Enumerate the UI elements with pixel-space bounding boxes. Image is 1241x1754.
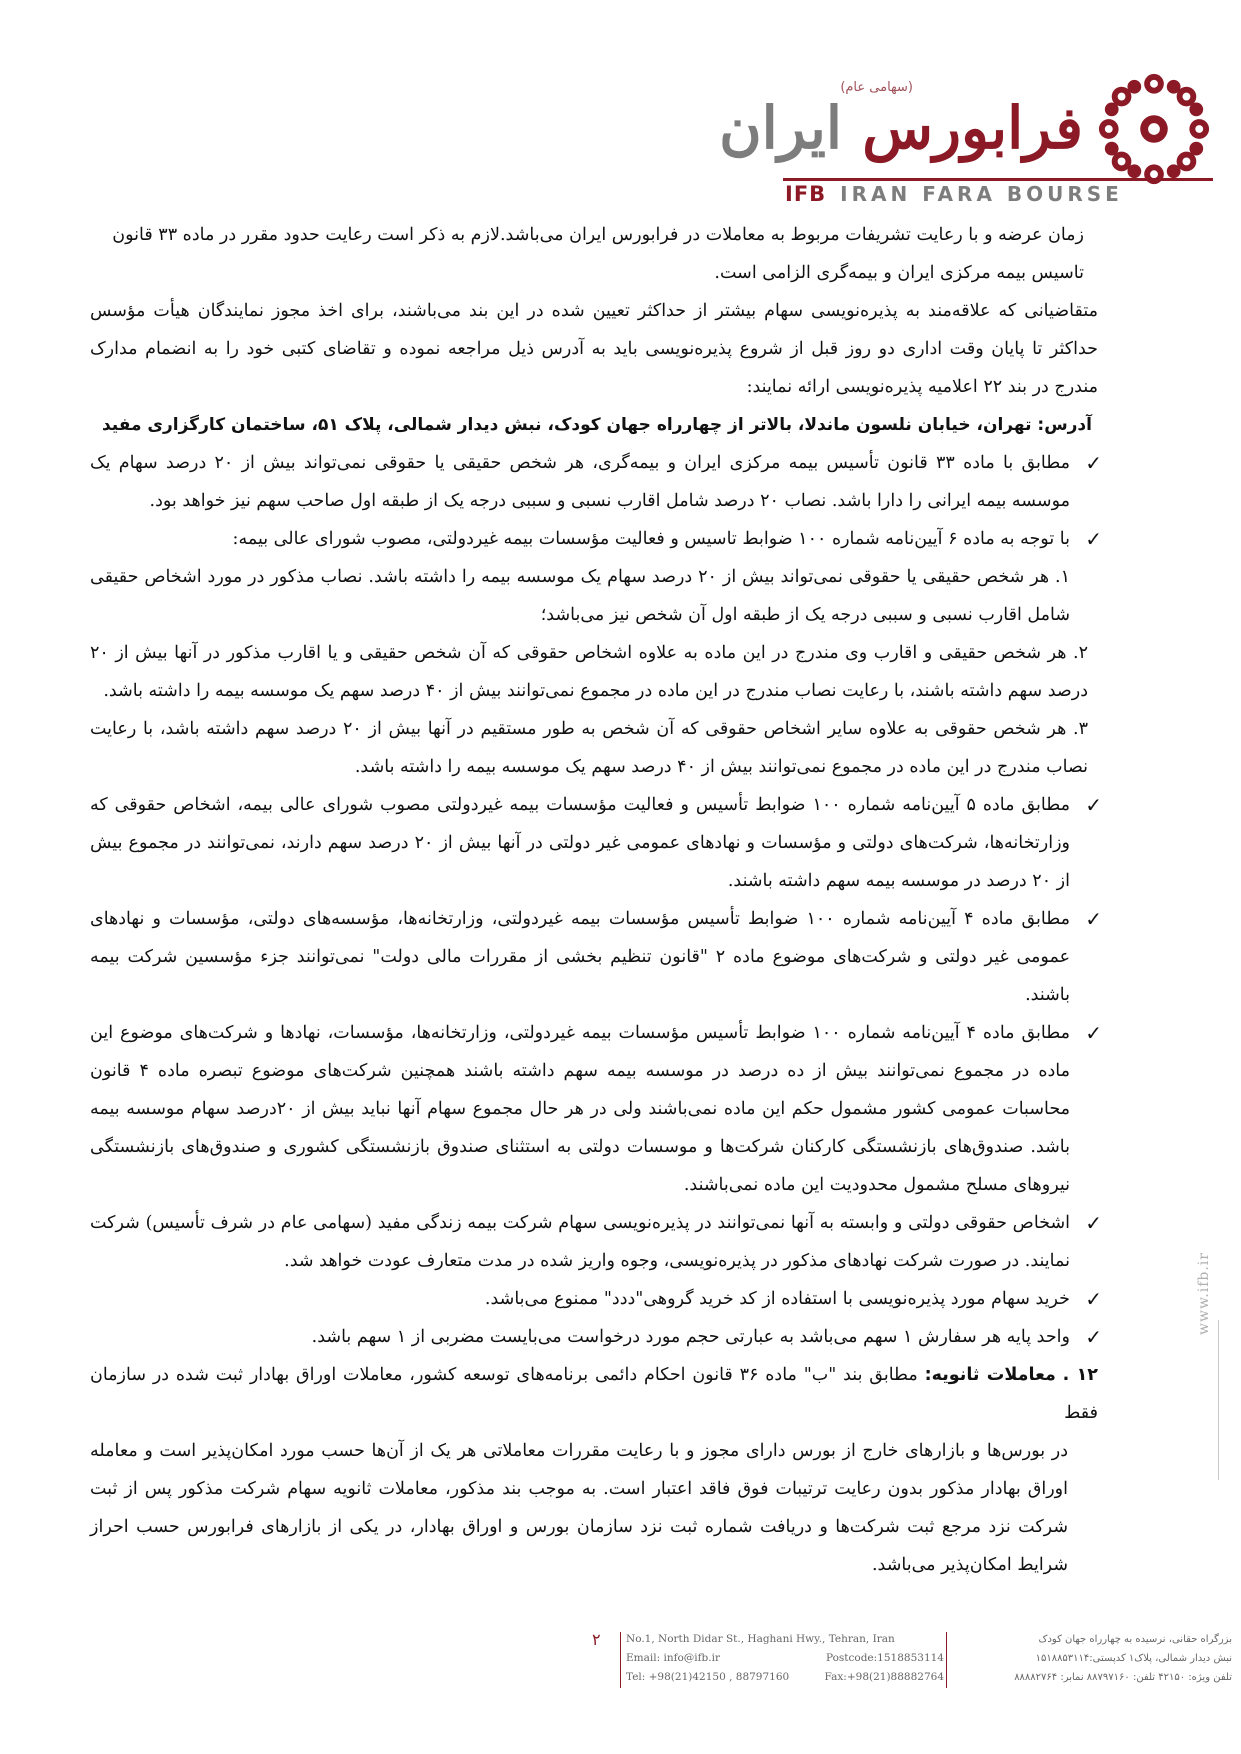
address-line: آدرس: تهران، خیابان نلسون ماندلا، بالاتر از چهارراه جهان کودک، نبش دیدار شمالی، پلاک ۵۱، ساختمان کارگزاری مفید [101, 415, 1092, 435]
side-website-url: www.ifb.ir [1196, 1252, 1212, 1335]
section-12 [90, 1356, 1098, 1432]
list-item [90, 1204, 1102, 1280]
paragraph-continuation [90, 216, 1084, 292]
checkmark-icon: ✓ [1085, 1325, 1102, 1349]
company-logo [719, 62, 1213, 206]
list-item-text: واحد پایه هر سفارش ۱ سهم می‌باشد به عبارتی حجم مورد درخواست می‌بایست مضربی از ۱ سهم باشد. [311, 1327, 1070, 1347]
logo-subtitle: (سهامی عام) [840, 80, 913, 95]
list-item-text: مطابق ماده ۴ آیین‌نامه شماره ۱۰۰ ضوابط تأسیس مؤسسات بیمه غیردولتی، وزارتخانه‌ها، مؤسسه‌های دولتی، مؤسسات و نهادهای عمومی غیر دولتی و شرکت‌های موضوع ماده ۲ "قانون تنظیم بخشی از مقررات مالی دولت" نمی‌توانند جزء مؤسسین شرکت بیمه باشند. [90, 909, 1071, 1005]
page-footer [0, 1630, 1241, 1690]
footer-email: Email: info@ifb.ir [626, 1652, 720, 1664]
checkmark-icon: ✓ [1085, 793, 1102, 817]
list-item-text: با توجه به ماده ۶ آیین‌نامه شماره ۱۰۰ ضوابط تاسیس و فعالیت مؤسسات بیمه غیردولتی، مصوب شورای عالی بیمه: [232, 529, 1070, 549]
footer-phone-fa: تلفن ویژه: ۴۲۱۵۰ تلفن: ۸۸۷۹۷۱۶۰ نمابر: ۸۸۸۸۲۷۶۴ [1014, 1672, 1232, 1683]
checkmark-icon: ✓ [1085, 1287, 1102, 1311]
numbered-item-3: ۳. هر شخص حقوقی به علاوه سایر اشخاص حقوقی که آن شخص به طور مستقیم در آنها بیش از ۲۰ درصد سهم داشته باشد، با رعایت نصاب مندرج در این ماده در مجموع نمی‌توانند بیش از ۴۰ درصد سهم یک موسسه بیمه را داشته باشد. [90, 719, 1088, 777]
checkmark-icon: ✓ [1085, 1021, 1102, 1045]
footer-address-en: No.1, North Didar St., Haghani Hwy., Tehran, Iran [626, 1633, 895, 1645]
logo-english-bar [783, 178, 1213, 207]
list-item [90, 520, 1102, 558]
footer-postcode-fa: نبش دیدار شمالی، پلاک۱ کدپستی:۱۵۱۸۸۵۳۱۱۴ [1035, 1653, 1232, 1664]
logo-persian-text [719, 94, 1083, 162]
checkmark-icon: ✓ [1085, 527, 1102, 551]
logo-fara-text: فرابورس [862, 94, 1083, 162]
logo-iran-text: ایران [719, 94, 843, 162]
list-item [90, 444, 1102, 520]
logo-ifb-text: IFB [785, 182, 827, 206]
footer-divider [946, 1632, 947, 1688]
section-text: مطابق بند "ب" ماده ۳۶ قانون احکام دائمی برنامه‌های توسعه کشور، معاملات اوراق بهادار ثبت شده در سازمان فقط [90, 1365, 1098, 1423]
footer-postcode: Postcode:1518853114 [825, 1652, 944, 1664]
list-item [90, 900, 1102, 1014]
list-item-text: مطابق ماده ۵ آیین‌نامه شماره ۱۰۰ ضوابط تأسیس و فعالیت مؤسسات بیمه غیردولتی مصوب شورای عالی بیمه، اشخاص حقوقی که وزارتخانه‌ها، شرکت‌های دولتی و مؤسسات و نهادهای عمومی غیر دولتی در آنها بیش از ۲۰ درصد سهم دارند، نمی‌توانند در مجموع بیش از ۲۰ درصد در موسسه بیمه سهم داشته باشند. [90, 795, 1070, 891]
footer-divider [620, 1632, 621, 1688]
list-item-text: مطابق ماده ۴ آیین‌نامه شماره ۱۰۰ ضوابط تأسیس مؤسسات بیمه غیردولتی، وزارتخانه‌ها، مؤسسات، نهادها و شرکت‌های موضوع این ماده در مجموع نمی‌توانند بیش از ده درصد در موسسه بیمه سهم داشته باشند همچنین شرکت‌های موضوع تبصره ماده ۴ قانون محاسبات عمومی کشور مشمول حکم این ماده نمی‌باشند ولی در هر حال مجموع سهام آنها نباید بیش از ۲۰درصد سهام موسسه بیمه باشد. صندوق‌های بازنشستگی کارکنان شرکت‌ها و موسسات دولتی به استثنای صندوق بازنشستگی کشوری و صندوق‌های بازنشستگی نیروهای مسلح مشمول محدودیت این ماده نمی‌باشند. [90, 1023, 1070, 1195]
numbered-item-1: ۱. هر شخص حقیقی یا حقوقی نمی‌تواند بیش از ۲۰ درصد سهام یک موسسه بیمه را داشته باشد. نصاب مذکور در مورد اشخاص حقیقی شامل اقارب نسبی و سببی درجه یک از طبقه اول آن شخص نیز می‌باشد؛ [90, 567, 1070, 625]
side-divider [1218, 1320, 1219, 1480]
paragraph-applicants: متقاضیانی که علاقه‌مند به پذیره‌نویسی سهام بیشتر از حداکثر تعیین شده در این بند می‌باشند، برای اخذ مجوز نمایندگان هیأت مؤسس حداکثر تا پایان وقت اداری دو روز قبل از شروع پذیره‌نویسی باید به آدرس ذیل مراجعه نموده و تقاضای کتبی خود را به انضمام مدارک مندرج در بند ۲۲ اعلامیه پذیره‌نویسی ارائه نمایند: [90, 301, 1098, 397]
section-12-text: در بورس‌ها و بازارهای خارج از بورس دارای مجوز و با رعایت مقررات معاملاتی هر یک از آن‌ها حسب مورد امکان‌پذیر است و معامله اوراق بهادار مذکور بدون رعایت ترتیبات فوق فاقد اعتبار است. به موجب بند مذکور، معاملات ثانویه سهام شرکت مذکور پس از ثبت شرکت نزد مرجع ثبت شرکت‌ها و دریافت شماره ثبت نزد سازمان بورس و اوراق بهادار، در یکی از بازارهای فرابورس حسب احراز شرایط امکان‌پذیر می‌باشد. [90, 1441, 1068, 1575]
paragraph-line: زمان عرضه و با رعایت تشریفات مربوط به معاملات در فرابورس ایران می‌باشد.لازم به ذکر است رعایت حدود مقرر در ماده ۳۳ قانون [112, 225, 1084, 245]
footer-persian-contact [952, 1630, 1232, 1687]
list-item [90, 1014, 1102, 1204]
list-item [90, 786, 1102, 900]
list-item-text: خرید سهام مورد پذیره‌نویسی با استفاده از کد خرید گروهی"ددد" ممنوع می‌باشد. [484, 1289, 1070, 1309]
footer-tel: Tel: +98(21)42150 , 88797160 [626, 1671, 790, 1683]
list-item-text: مطابق با ماده ۳۳ قانون تأسیس بیمه مرکزی ایران و بیمه‌گری، هر شخص حقیقی یا حقوقی نمی‌تواند بیش از ۲۰ درصد سهام یک موسسه بیمه ایرانی را دارا باشد. نصاب ۲۰ درصد شامل اقارب نسبی و سببی درجه یک از طبقه اول صاحب سهم نیز خواهد بود. [90, 453, 1070, 511]
checkmark-icon: ✓ [1085, 907, 1102, 931]
footer-english-contact [626, 1630, 944, 1687]
section-number: ۱۲ . [1062, 1365, 1098, 1385]
checkmark-icon: ✓ [1085, 451, 1102, 475]
list-item [90, 1280, 1102, 1318]
section-title: معاملات ثانویه: [924, 1365, 1056, 1385]
checkmark-icon: ✓ [1085, 1211, 1102, 1235]
page-number: ۲ [592, 1630, 601, 1649]
footer-address-fa: بزرگراه حقانی، نرسیده به چهارراه جهان کودک [1038, 1634, 1232, 1645]
numbered-item-2: ۲. هر شخص حقیقی و اقارب وی مندرج در این ماده به علاوه اشخاص حقوقی که آن شخص حقیقی و یا اقارب مذکور در آنها بیش از ۲۰ درصد سهم داشته باشند، با رعایت نصاب مندرج در این ماده در مجموع نمی‌توانند بیش از ۴۰ درصد سهم یک موسسه بیمه را داشته باشد. [90, 643, 1088, 701]
fara-bourse-emblem-icon [1095, 70, 1213, 188]
paragraph-line: تاسیس بیمه مرکزی ایران و بیمه‌گری الزامی است. [714, 263, 1084, 283]
footer-fax: Fax:+98(21)88882764 [824, 1671, 944, 1683]
list-item-text: اشخاص حقوقی دولتی و وابسته به آنها نمی‌توانند در پذیره‌نویسی سهام شرکت بیمه زندگی مفید (سهامی عام در شرف تأسیس) شرکت نمایند. در صورت شرکت نهادهای مذکور در پذیره‌نویسی، وجوه واریز شده در مدت متعارف عودت خواهد شد. [90, 1213, 1070, 1271]
logo-english-text: IRAN FARA BOURSE [840, 182, 1123, 206]
list-item [90, 1318, 1102, 1356]
document-body [90, 216, 1102, 1584]
